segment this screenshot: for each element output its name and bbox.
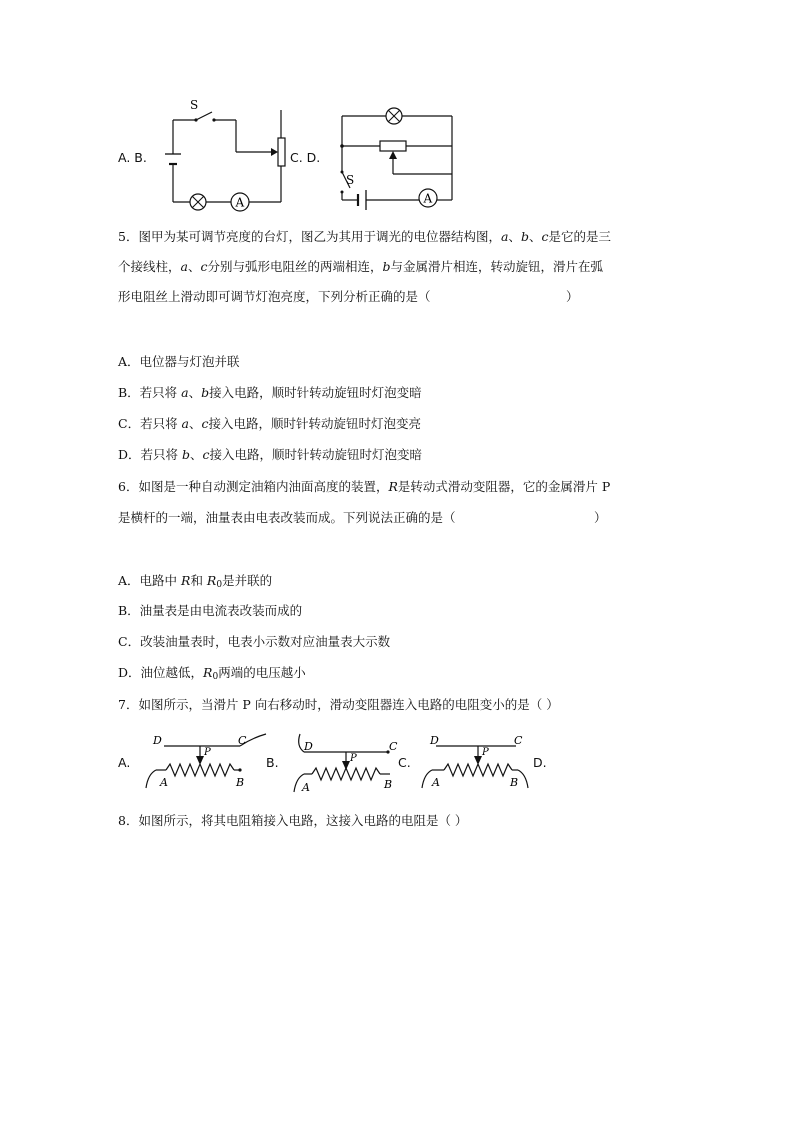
q4-label-cd: C. D. — [290, 150, 321, 165]
lamp-icon — [386, 108, 402, 124]
svg-text:A: A — [302, 781, 310, 794]
q7-rheostat-figure-b — [286, 730, 406, 794]
lamp-icon — [190, 194, 206, 210]
q5-option-d: D．若只将 b、c接入电路，顺时针转动旋钮时灯泡变暗 — [118, 447, 423, 462]
svg-text:P: P — [350, 753, 357, 764]
q5-stem-line-2: 个接线柱，a、c分别与弧形电阻丝的两端相连，b与金属滑片相连，转动旋钮，滑片在弧 — [118, 259, 604, 274]
slider-arrow-icon — [196, 756, 204, 765]
switch-label: S — [346, 173, 355, 187]
q4-circuit-figure-b — [158, 98, 300, 216]
svg-text:P: P — [482, 747, 489, 758]
svg-text:P: P — [204, 747, 211, 758]
q4-label-ab: A. B. — [118, 150, 147, 165]
q6-stem-line-2: 是横杆的一端，油量表由电表改装而成。下列说法正确的是（ — [118, 510, 456, 525]
q8-stem: 8．如图所示，将其电阻箱接入电路，这接入电路的电阻是（ ） — [118, 813, 468, 828]
q5-answer-close-paren: ） — [566, 289, 579, 304]
svg-text:D: D — [430, 734, 439, 747]
q4-circuit-figure-d — [330, 104, 460, 210]
q5-stem-line-3: 形电阻丝上滑动即可调节灯泡亮度，下列分析正确的是（ — [118, 289, 431, 304]
slider-arrow-icon — [342, 761, 350, 770]
q7-label-a: A. — [118, 755, 131, 770]
q6-stem-line-1: 6．如图是一种自动测定油箱内油面高度的装置，R是转动式滑动变阻器，它的金属滑片 P — [118, 479, 611, 494]
svg-text:A: A — [160, 776, 168, 789]
svg-text:B: B — [384, 778, 393, 791]
q7-label-d: D. — [533, 755, 547, 770]
svg-text:C: C — [389, 740, 398, 753]
q5-option-c: C．若只将 a、c接入电路，顺时针转动旋钮时灯泡变亮 — [118, 416, 422, 431]
svg-text:C: C — [514, 734, 523, 747]
svg-text:D: D — [153, 734, 162, 747]
slider-arrow-icon — [389, 151, 397, 159]
q7-label-b: B. — [266, 755, 279, 770]
q6-option-c: C．改装油量表时，电表小示数对应油量表大示数 — [118, 634, 391, 649]
q5-option-b: B．若只将 a、b接入电路，顺时针转动旋钮时灯泡变暗 — [118, 385, 422, 400]
ammeter-label: A — [235, 195, 245, 210]
q5-stem-line-1: 5．图甲为某可调节亮度的台灯，图乙为其用于调光的电位器结构图，a、b、c是它的是三 — [118, 229, 611, 244]
slider-arrow-icon — [271, 148, 278, 156]
q6-option-a: A．电路中 R和 $R_0$是并联的 — [118, 573, 273, 590]
slider-arrow-icon — [474, 756, 482, 765]
q7-stem: 7．如图所示，当滑片 P 向右移动时，滑动变阻器连入电路的电阻变小的是（ ） — [118, 697, 559, 712]
q6-option-b: B．油量表是由电流表改装而成的 — [118, 603, 303, 618]
q5-option-a: A．电位器与灯泡并联 — [118, 354, 240, 369]
svg-text:A: A — [432, 776, 440, 789]
svg-text:D: D — [304, 740, 313, 753]
svg-text:C: C — [238, 734, 247, 747]
svg-text:B: B — [236, 776, 245, 789]
q7-rheostat-figure-a — [140, 732, 270, 792]
q7-rheostat-figure-c — [418, 732, 530, 792]
q6-option-d: D．油位越低，$R_0$两端的电压越小 — [118, 665, 306, 682]
q6-answer-close-paren: ） — [594, 510, 607, 525]
svg-text:B: B — [510, 776, 519, 789]
q7-label-c: C. — [398, 755, 411, 770]
ammeter-label: A — [423, 191, 433, 206]
switch-label: S — [190, 98, 199, 112]
